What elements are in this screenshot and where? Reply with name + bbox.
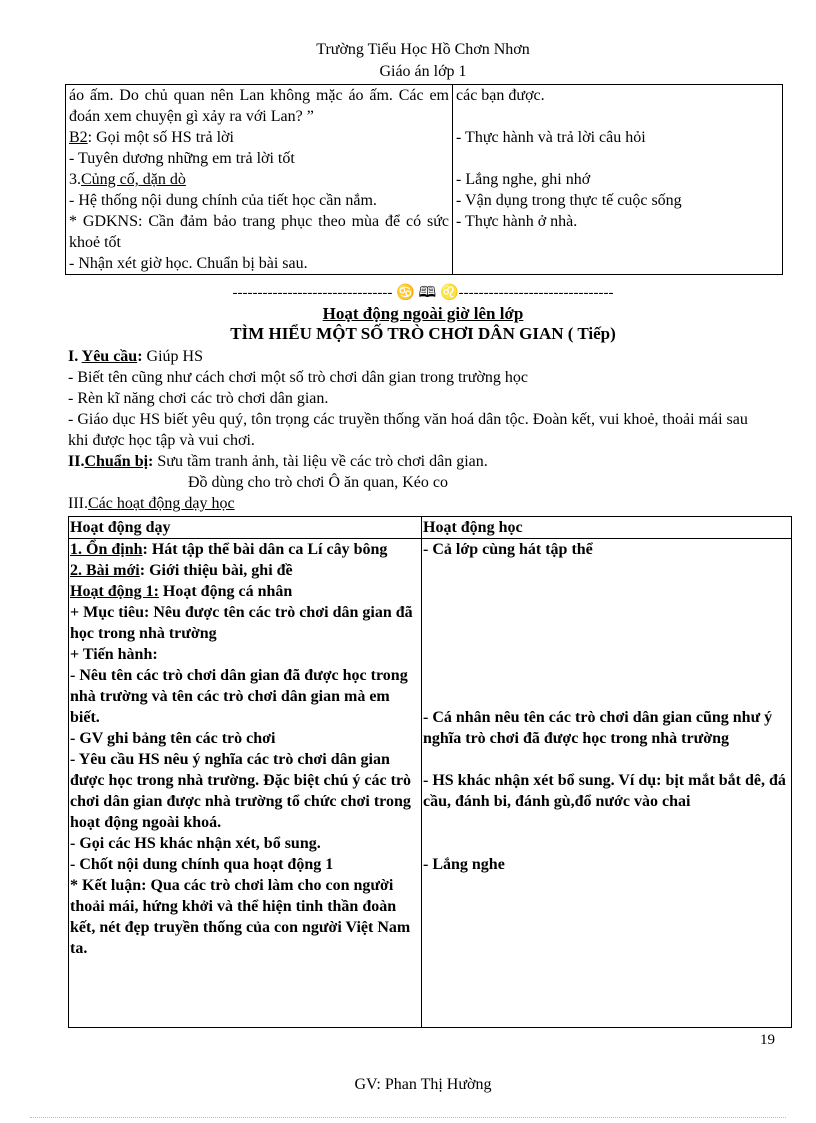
col-teacher-header: Hoạt động dạy	[69, 517, 422, 539]
objective-item: - Rèn kĩ năng chơi các trò chơi dân gian.	[68, 390, 329, 407]
teacher-line: - GV ghi bảng tên các trò chơi	[70, 730, 276, 747]
objective-item: - Biết tên cũng như cách chơi một số trò chơi dân gian trong trường học	[68, 369, 528, 386]
teacher-line: 1. Ổn định: Hát tập thể bài dân ca Lí cây bông	[70, 541, 388, 558]
objectives-block	[68, 346, 748, 514]
section-subtitle: Hoạt động ngoài giờ lên lớp	[322, 304, 524, 323]
text-line: * GDKNS: Cần đảm bảo trang phục theo mùa để có sức khoẻ tốt	[69, 213, 449, 251]
text-line: B2: Gọi một số HS trả lời	[69, 129, 234, 146]
continuation-left-cell	[66, 85, 453, 275]
teacher-line: - Yêu cầu HS nêu ý nghĩa các trò chơi dân gian được học trong nhà trường. Đặc biệt chú ý các trò chơi dân gian được nhà trường tổ chức chơi trong hoạt động ngoài khoá.	[70, 751, 412, 831]
teacher-activities-cell	[69, 539, 422, 1028]
text-line: - Tuyên dương những em trả lời tốt	[69, 150, 295, 167]
text-line: các bạn được.	[456, 87, 545, 104]
text-line: - Thực hành ở nhà.	[456, 213, 578, 230]
text-line: 3.Củng cố, dặn dò	[69, 171, 186, 188]
student-activities-cell	[422, 539, 792, 1028]
teacher-line: - Gọi các HS khác nhận xét, bổ sung.	[70, 835, 321, 852]
text-line: - Vận dụng trong thực tế cuộc sống	[456, 192, 682, 209]
footer-rule	[30, 1117, 786, 1118]
prep-heading: II.Chuẩn bị: Sưu tầm tranh ảnh, tài liệu về các trò chơi dân gian.	[68, 453, 488, 470]
teacher-line: 2. Bài mới: Giới thiệu bài, ghi đề	[70, 562, 293, 579]
objective-item: - Giáo dục HS biết yêu quý, tôn trọng các truyền thống văn hoá dân tộc. Đoàn kết, vui khoẻ, thoải mái sau khi được học tập và vui chơi.	[68, 411, 748, 449]
student-line: - Cả lớp cùng hát tập thể	[423, 541, 593, 558]
col-student-header: Hoạt động học	[422, 517, 792, 539]
continuation-right-cell	[453, 85, 783, 275]
ornament-divider: -------------------------------- ♋ 🕮 ♌-------------------------------	[232, 285, 614, 301]
objectives-heading: I. Yêu cầu: Giúp HS	[68, 348, 203, 365]
text-line: áo ấm. Do chủ quan nên Lan không mặc áo ấm. Các em đoán xem chuyện gì xảy ra với Lan? ”	[69, 87, 449, 125]
text-line: - Hệ thống nội dung chính của tiết học cần nắm.	[69, 192, 377, 209]
teacher-line: - Chốt nội dung chính qua hoạt động 1	[70, 856, 334, 873]
continuation-table	[65, 84, 783, 275]
teacher-name-footer: GV: Phan Thị Hường	[354, 1076, 492, 1093]
lesson-plan-grade: Giáo án lớp 1	[379, 63, 467, 80]
page-number: 19	[760, 1032, 775, 1048]
student-line: - Lắng nghe	[423, 856, 505, 873]
student-line: - HS khác nhận xét bổ sung. Ví dụ: bịt mắt bắt dê, đá cầu, đánh bi, đánh gù,đổ nước vào chai	[423, 772, 786, 810]
activities-heading: III.Các hoạt động dạy học	[68, 495, 235, 512]
activities-table	[68, 516, 792, 1028]
section-title: TÌM HIỂU MỘT SỐ TRÒ CHƠI DÂN GIAN ( Tiếp)	[230, 324, 616, 343]
teacher-line: Hoạt động 1: Hoạt động cá nhân	[70, 583, 293, 600]
text-line: - Nhận xét giờ học. Chuẩn bị bài sau.	[69, 255, 308, 272]
prep-line: Đồ dùng cho trò chơi Ô ăn quan, Kéo co	[188, 474, 448, 491]
teacher-line: - Nêu tên các trò chơi dân gian đã được học trong nhà trường và tên các trò chơi dân gian mà em biết.	[70, 667, 408, 726]
text-line: - Lắng nghe, ghi nhớ	[456, 171, 591, 188]
teacher-line: + Tiến hành:	[70, 646, 158, 663]
teacher-line: + Mục tiêu: Nêu được tên các trò chơi dân gian đã học trong nhà trường	[70, 604, 413, 642]
student-line: - Cá nhân nêu tên các trò chơi dân gian cũng như ý nghĩa trò chơi đã được học trong nhà trường	[423, 709, 773, 747]
teacher-line: * Kết luận: Qua các trò chơi làm cho con người thoải mái, hứng khởi và thể hiện tinh thần đoàn kết, nét đẹp truyền thống của con người Việt Nam ta.	[70, 877, 411, 957]
text-line: - Thực hành và trả lời câu hỏi	[456, 129, 646, 146]
school-name: Trường Tiểu Học Hồ Chơn Nhơn	[316, 41, 530, 58]
